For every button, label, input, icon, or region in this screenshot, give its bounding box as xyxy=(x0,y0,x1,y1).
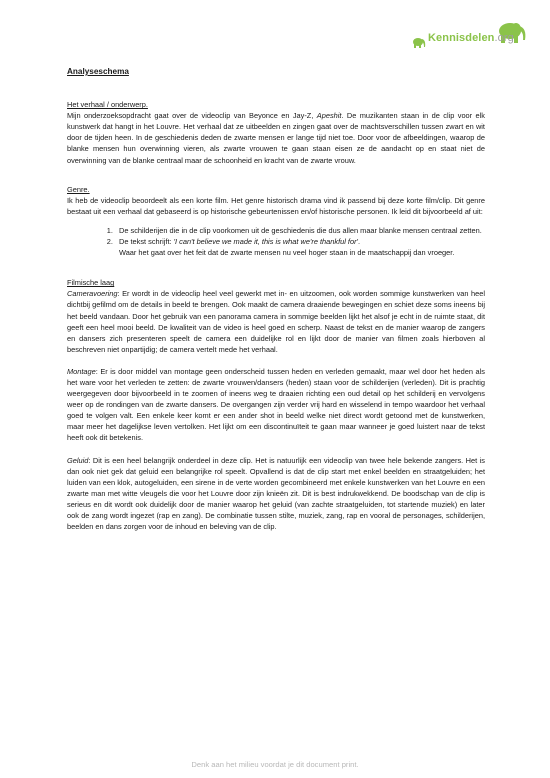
sound-paragraph xyxy=(67,455,485,533)
footer-note: Denk aan het milieu voordat je dit document print. xyxy=(191,760,359,769)
kennisdelen-logo[interactable] xyxy=(410,18,528,50)
story-heading: Het verhaal / onderwerp. xyxy=(67,100,148,110)
logo-tld: .org xyxy=(494,32,514,44)
camera-label: Cameravoering xyxy=(67,289,118,299)
genre-item-line2: Waar het gaat over het feit dat de zwarte mensen nu veel hoger staan in de maatschappij dan vroeger. xyxy=(119,248,455,258)
lyric-quote: 'I can't believe we made it, this is what we're thankful for' xyxy=(173,237,358,247)
document-title: Analyseschema xyxy=(67,67,129,76)
story-text-end: . De muzikanten staan in de clip voor elk kunstwerk dat hangt in het Louvre. Het verhaal dat ze uitbeelden en zingen gaat over de machtsverschillen tussen zwart en wit door de tijden heen. In de geschiedenis deden de zwarte mensen er lange tijd niet toe. Door voor de afbeeldingen, waarop de blanke mensen hun overwinning vieren, als zwarte vrouwen te gaan staan eisen ze de aandacht op en staat niet de overwinning van de blanke centraal maar de schoonheid en kracht van de zwarte vrouw. xyxy=(67,111,485,165)
genre-item-post: . xyxy=(357,237,361,247)
camera-text: : Er wordt in de videoclip heel veel gewerkt met in- en uitzoomen, ook worden sommige kunstwerken van heel dichtbij gefilmd om de details in beeld te brengen. Ook maakt de camera draaiende bewegingen en schiet deze soms ineens bij het beeld vandaan. Door het gebruik van een panorama camera in sommige beelden lijkt het alsof je echt in de ruimte staat, dit geeft een heel mooi beeld. De kwaliteit van de video is heel goed en scherp. Naast de tekst en de manier waarop de zangers en dansers zich presenteren speelt de camera een duidelijke rol en lijkt door de manier van filmen zoals hierboven al beschreven niet onpartijdig; de camera vertelt mede het verhaal. xyxy=(67,289,485,354)
genre-list-item xyxy=(115,236,485,258)
genre-list-item xyxy=(115,225,485,236)
camera-paragraph xyxy=(67,288,485,355)
genre-heading: Genre. xyxy=(67,184,90,194)
genre-list xyxy=(67,225,485,258)
sound-label: Geluid xyxy=(67,455,89,465)
document-body xyxy=(67,66,485,532)
montage-label: Montage xyxy=(67,366,96,376)
genre-paragraph: Ik heb de videoclip beoordeelt als een korte film. Het genre historisch drama vind ik passend bij deze korte film/clip. Dit genre bestaat uit een verhaal dat gebaseerd is op historische gebeurtenissen en/of historische personen. Ik leid dit bijvoorbeeld af uit: xyxy=(67,195,485,216)
sound-text: : Dit is een heel belangrijk onderdeel in deze clip. Het is natuurlijk een videoclip van twee hele bekende zangers. Het is dan ook niet gek dat geluid een belangrijke rol speelt. Opvallend is dat de clip start met enkel beelden en straatgeluiden; het luiden van een klok, autogeluiden, een sirene in de verte worden gecombineerd met enkele kunstwerken van het Louvre en een zwarte man met witte vleugels die voor het Louvre door zijn knieën zit. Dit is best indrukwekkend. De boodschap van de clip is serieus en dit wordt ook duidelijk door de manier waarop het geluid (van zachte straatgeluiden, tot startende muziek) en later ook de zang wordt ingezet (rap en zang). De combinatie tussen stilte, muziek, zang, rap en vooral de personages, schilderijen, beelden en dans zorgen voor de inhoud en beleving van de clip. xyxy=(67,455,485,532)
story-text-start: Mijn onderzoeksopdracht gaat over de videoclip van Beyonce en Jay-Z, xyxy=(67,111,317,121)
song-title: Apeshit xyxy=(316,111,342,121)
genre-item-text: De schilderijen die in de clip voorkomen uit de geschiedenis die dus allen maar blanke mensen centraal zetten. xyxy=(119,225,482,235)
logo-name: Kennisdelen xyxy=(428,32,495,44)
filmic-heading: Filmische laag xyxy=(67,278,115,288)
genre-item-pre: De tekst schrijft: xyxy=(119,237,174,247)
story-paragraph xyxy=(67,110,485,165)
montage-paragraph xyxy=(67,366,485,444)
montage-text: : Er is door middel van montage geen onderscheid tussen heden en verleden gemaakt, maar wel door het heden als het ware voor het verleden te zetten: de zwarte vrouwen/dansers (heden) staan voor de schilderijen (verleden). Dit is prachtig weergegeven door bijvoorbeeld in te zoomen of ineens weg te draaien richting een oud detail op het schilderij en vervolgens weer op de rondingen van de zwarte dansers. De overgangen zijn verder vrij hard en wisselend in tempo waardoor het verhaal goed te volgen valt. Een enkele keer komt er een ander shot in beeld welke niet direct wordt getoond met de kunstwerken, maar meer het dagelijkse leven vertolken. Het lijkt om een discontinuïteit te gaan maar wanneer je goed luistert naar de tekst heeft ook dit betekenis. xyxy=(67,366,485,443)
